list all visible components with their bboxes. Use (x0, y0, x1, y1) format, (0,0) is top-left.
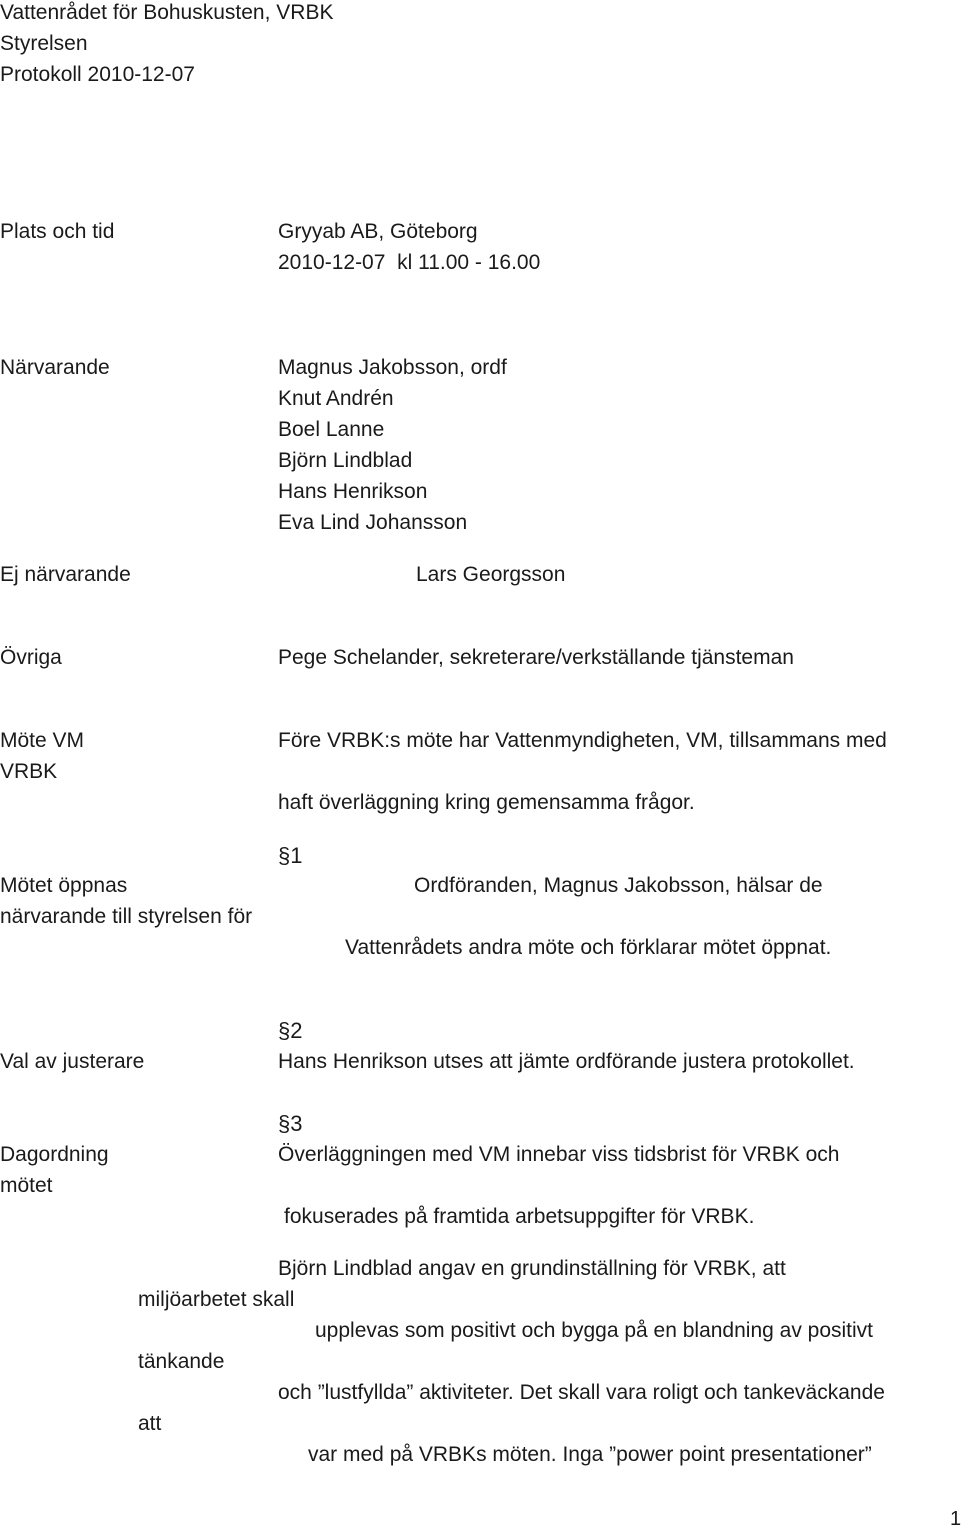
section3-text: upplevas som positivt och bygga på en blandning av positivt (315, 1319, 874, 1342)
section3-text: Björn Lindblad angav en grundinställning för VRBK, att (278, 1257, 786, 1280)
present-name: Eva Lind Johansson (278, 511, 468, 534)
section3-text: fokuserades på framtida arbetsuppgifter för VRBK. (284, 1205, 755, 1228)
others-text: Pege Schelander, sekreterare/verkställande tjänsteman (278, 646, 794, 669)
absent-name: Lars Georgsson (416, 563, 566, 586)
meeting-vm-label: VRBK (0, 760, 58, 783)
section3-label: Dagordning (0, 1143, 109, 1166)
section1-text: Vattenrådets andra möte och förklarar mötet öppnat. (345, 936, 832, 959)
present-name: Hans Henrikson (278, 480, 428, 503)
section2-label: Val av justerare (0, 1050, 145, 1073)
section-marker: §2 (278, 1018, 303, 1043)
present-label: Närvarande (0, 356, 110, 379)
section3-text: var med på VRBKs möten. Inga ”power point presentationer” (308, 1443, 872, 1466)
section3-text: att (138, 1412, 162, 1435)
section1-label: Mötet öppnas (0, 874, 128, 897)
page-number: 1 (950, 1508, 961, 1530)
meeting-vm-text: Före VRBK:s möte har Vattenmyndigheten, VM, tillsammans med (278, 729, 887, 752)
present-name: Boel Lanne (278, 418, 385, 441)
section2-text: Hans Henrikson utses att jämte ordförande justera protokollet. (278, 1050, 855, 1073)
present-name: Magnus Jakobsson, ordf (278, 356, 507, 379)
time-value: 2010-12-07 kl 11.00 - 16.00 (278, 251, 541, 274)
absent-label: Ej närvarande (0, 563, 131, 586)
protocol-date: Protokoll 2010-12-07 (0, 63, 195, 86)
place-time-label: Plats och tid (0, 220, 115, 243)
section3-text: och ”lustfyllda” aktiviteter. Det skall vara roligt och tankeväckande (278, 1381, 885, 1404)
place-value: Gryyab AB, Göteborg (278, 220, 478, 243)
section1-text: närvarande till styrelsen för (0, 905, 253, 928)
section-marker: §1 (278, 843, 303, 868)
meeting-vm-label: Möte VM (0, 729, 85, 752)
board-name: Styrelsen (0, 32, 88, 55)
meeting-vm-text: haft överläggning kring gemensamma frågor. (278, 791, 695, 814)
section3-text: miljöarbetet skall (138, 1288, 295, 1311)
section3-text: tänkande (138, 1350, 225, 1373)
section-marker: §3 (278, 1111, 303, 1136)
section3-text: Överläggningen med VM innebar viss tidsbrist för VRBK och (278, 1143, 840, 1166)
section3-label: mötet (0, 1174, 53, 1197)
org-name: Vattenrådet för Bohuskusten, VRBK (0, 1, 334, 24)
others-label: Övriga (0, 646, 62, 669)
present-name: Björn Lindblad (278, 449, 413, 472)
section1-text: Ordföranden, Magnus Jakobsson, hälsar de (414, 874, 823, 897)
present-name: Knut Andrén (278, 387, 394, 410)
